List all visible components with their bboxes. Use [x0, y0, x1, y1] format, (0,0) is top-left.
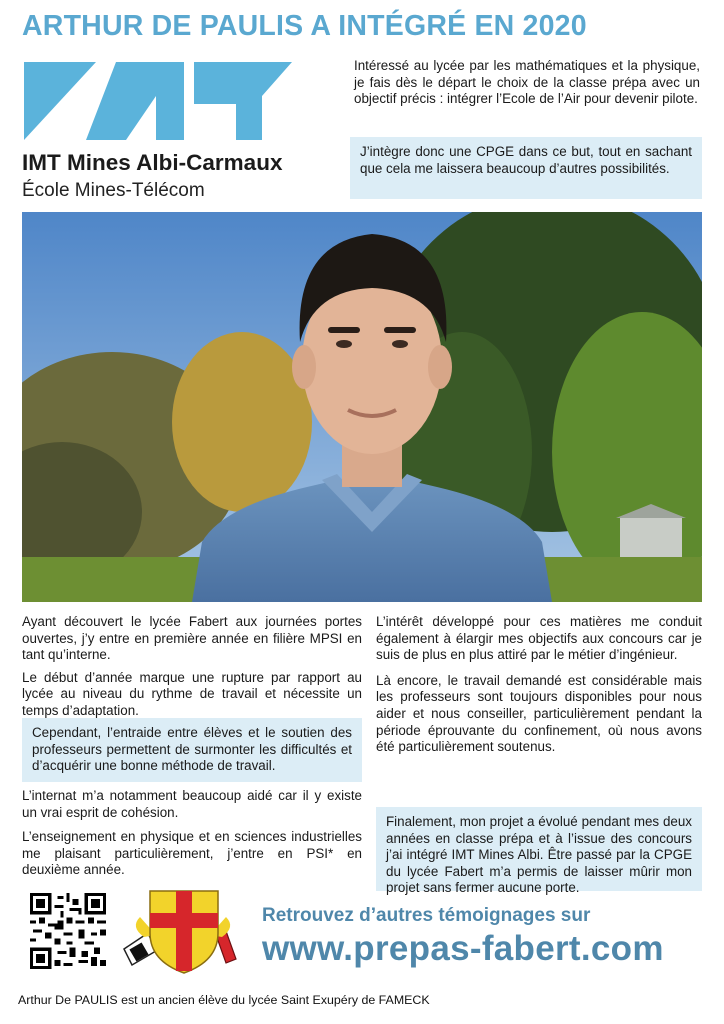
logo-name: IMT Mines Albi-Carmaux: [22, 150, 283, 175]
logo-subtitle: École Mines-Télécom: [22, 180, 205, 201]
intro-highlight: J’intègre donc une CPGE dans ce but, tout en sachant que cela me laissera beaucoup d’autres possibilités.: [350, 137, 702, 199]
left-paragraph-1: Ayant découvert le lycée Fabert aux journées portes ouvertes, j’y entre en première année en filière MPSI en tant qu’interne.: [22, 614, 362, 663]
left-column-text-2: [22, 788, 362, 885]
left-paragraph-3: L’internat m’a notamment beaucoup aidé car il y existe un vrai esprit de cohésion.: [22, 788, 362, 820]
left-column-text: [22, 614, 362, 726]
intro-paragraph: Intéressé au lycée par les mathématiques et la physique, je fais dès le départ le choix de la classe prépa avec un objectif précis : intégrer l’Ecole de l’Air pour devenir pilote.: [354, 58, 700, 107]
left-highlight: Cependant, l’entraide entre élèves et le soutien des professeurs permettent de surmonter les difficultés et d’acquérir une bonne méthode de travail.: [22, 718, 362, 782]
right-paragraph-1: L’intérêt développé pour ces matières me conduit également à élargir mes objectifs aux concours car je suis de plus en plus attiré par le métier d’ingénieur.: [376, 614, 702, 663]
left-paragraph-2: Le début d’année marque une rupture par rapport au lycée au niveau du rythme de travail et nécessite un temps d’adaptation.: [22, 669, 362, 718]
right-column-text: [376, 614, 702, 762]
imt-logo-icon: [24, 62, 292, 142]
right-highlight: Finalement, mon projet a évolué pendant mes deux années en classe prépa et à l’issue des concours j’ai intégré IMT Mines Albi. Être passé par la CPGE du lycée Fabert m’a permis de laisser mûrir mon projet sans fermer aucune porte.: [376, 807, 702, 891]
portrait-photo: [22, 212, 702, 602]
left-paragraph-4: L’enseignement en physique et en sciences industrielles me plaisant particulièrement, j’entre en PSI* en deuxième année.: [22, 829, 362, 878]
page-title: ARTHUR DE PAULIS A INTÉGRÉ EN 2020: [22, 10, 587, 42]
crest-icon: [122, 887, 246, 977]
website-link[interactable]: www.prepas-fabert.com: [262, 929, 664, 968]
right-paragraph-2: Là encore, le travail demandé est considérable mais les professeurs sont toujours disponibles pour nous aider et nous conseiller, particulièrement pendant la période éprouvante du confinement, où nous avons été particulièrement soutenus.: [376, 672, 702, 755]
qr-code-icon: [30, 893, 106, 969]
cta-text: Retrouvez d’autres témoignages sur: [262, 905, 591, 926]
footer-note: Arthur De PAULIS est un ancien élève du lycée Saint Exupéry de FAMECK: [18, 993, 430, 1007]
